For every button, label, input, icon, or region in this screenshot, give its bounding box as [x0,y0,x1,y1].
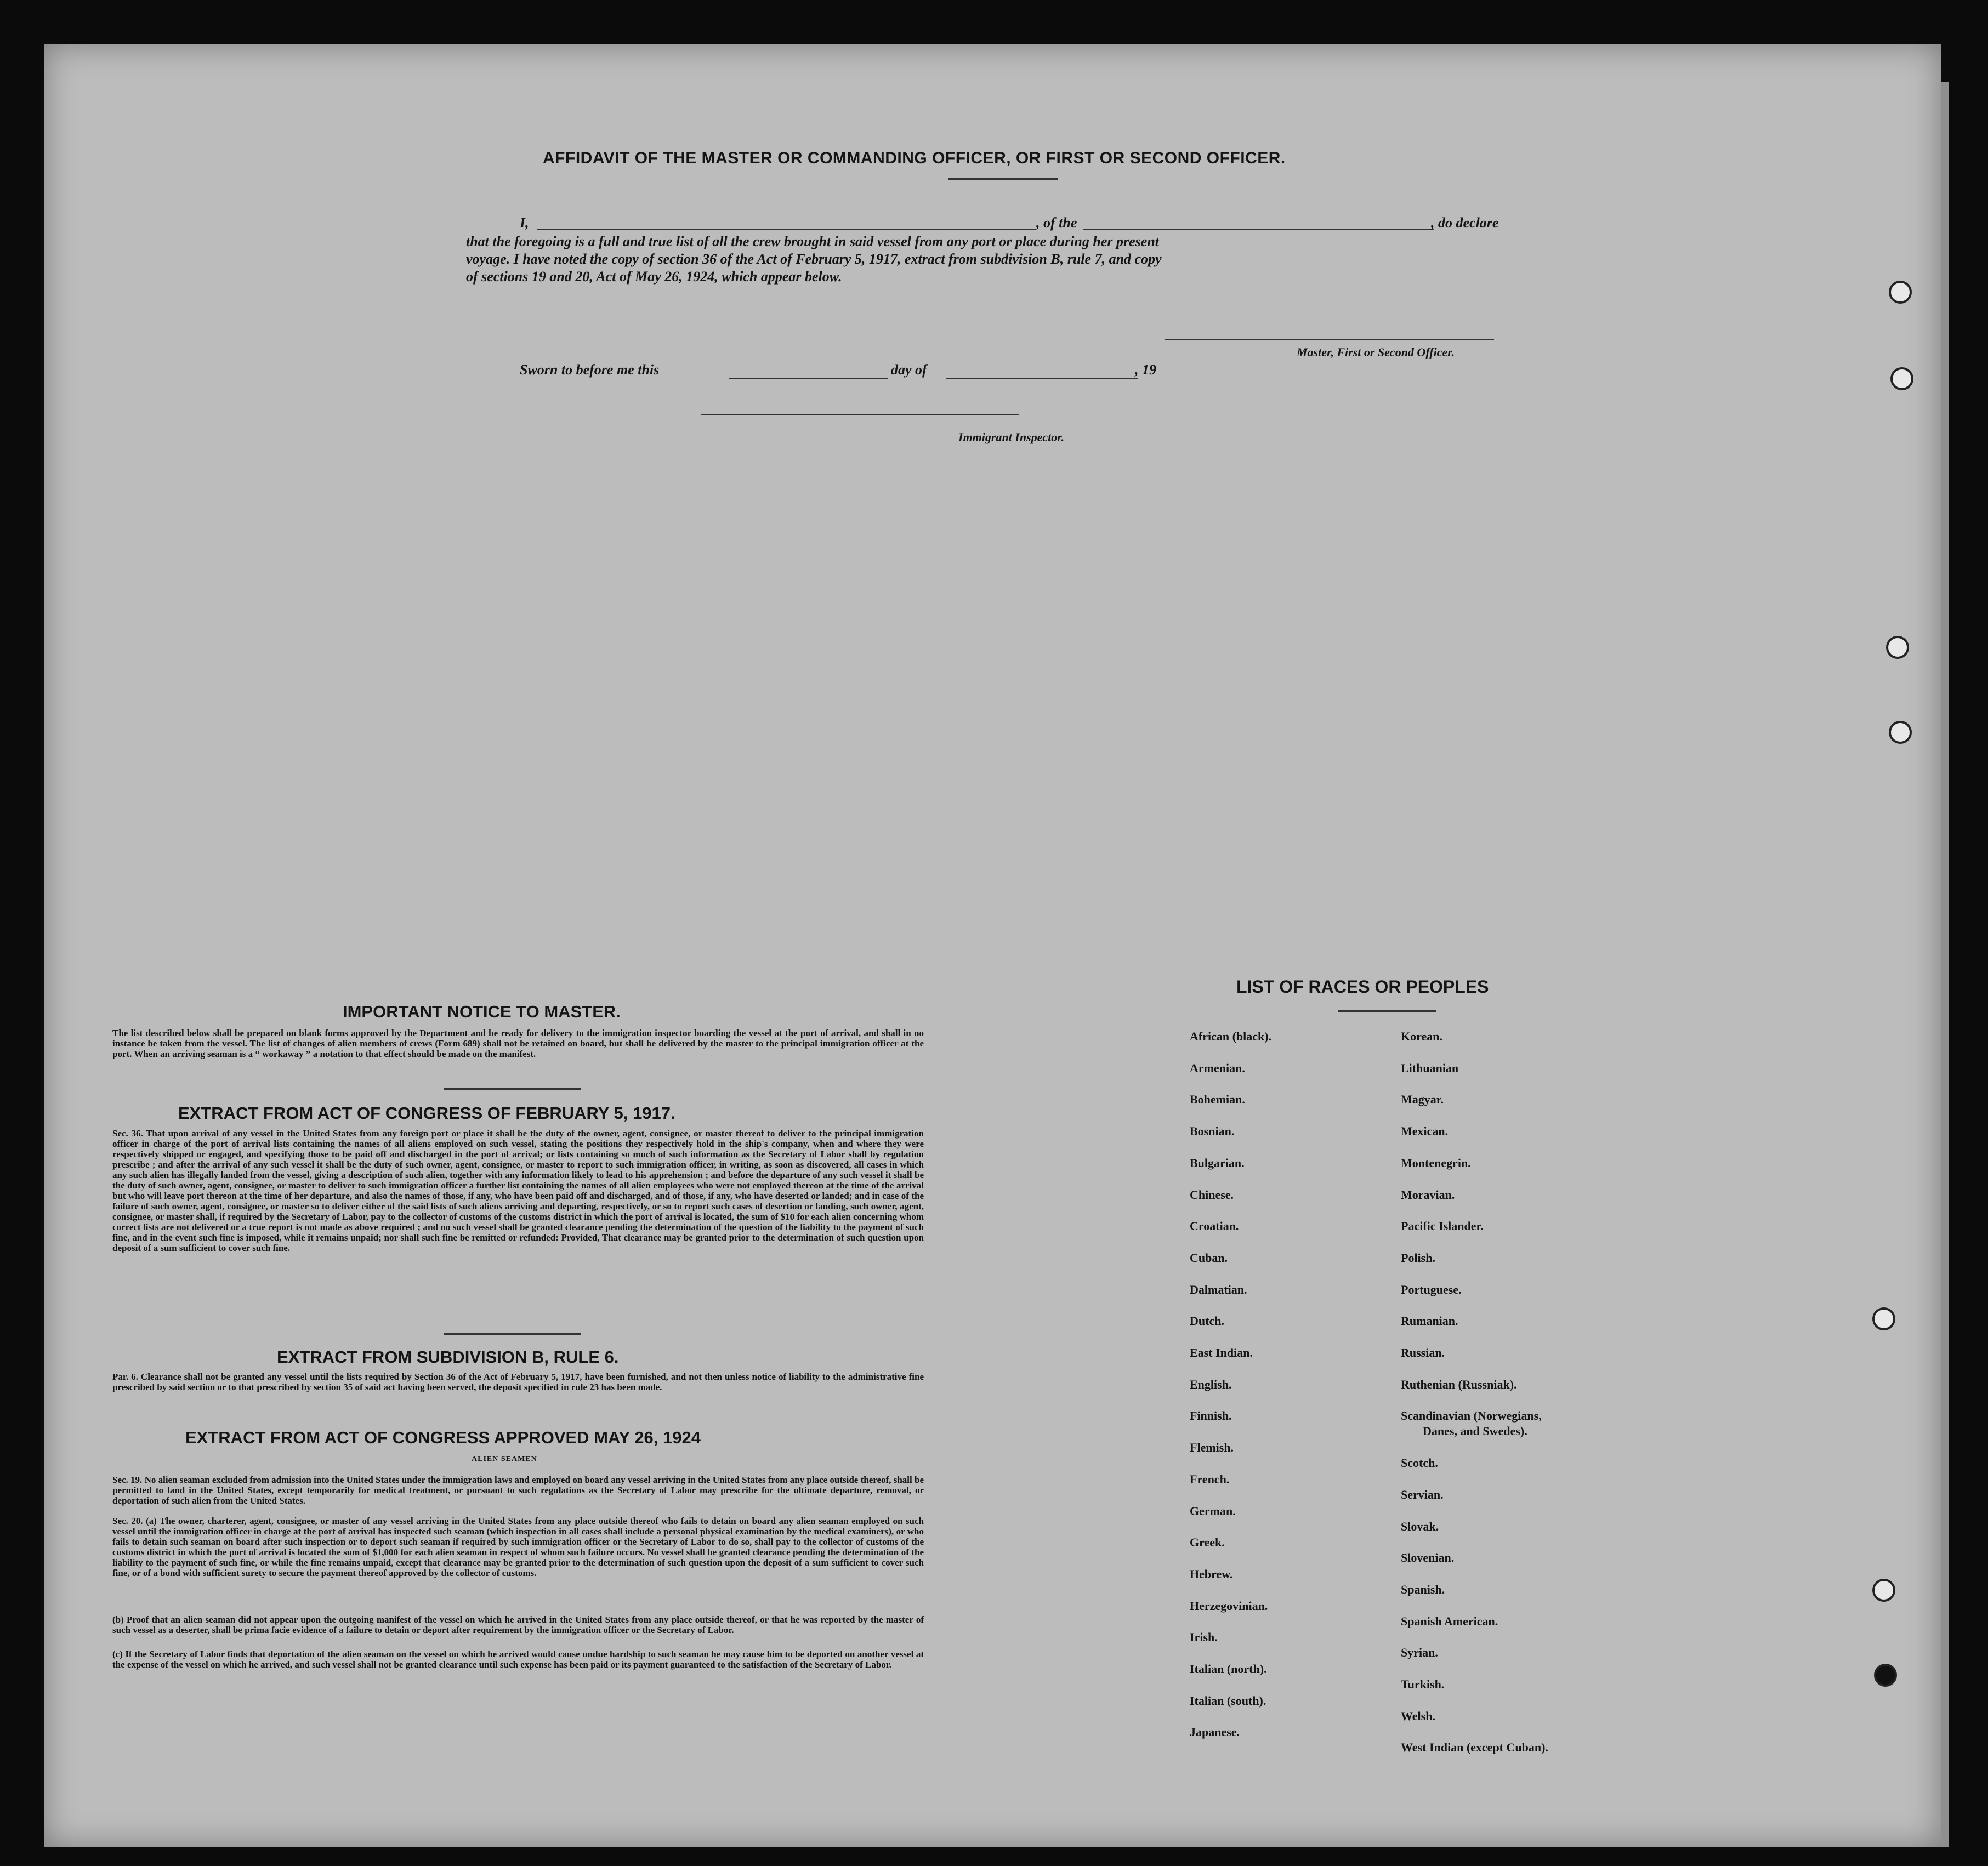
inspector-signature-line [701,414,1019,415]
binder-hole [1886,636,1909,659]
race-item: Polish. [1401,1250,1435,1265]
affidavit-body-line: that the foregoing is a full and true list of all the crew brought in said vessel from any port or place during her present [466,234,1160,249]
race-item: Spanish. [1401,1582,1445,1596]
extract-1917-text: Sec. 36. That upon arrival of any vessel in the United States from any foreign port or place it shall be the duty of the owner, agent, consignee, or master thereof to deliver to the principal immigration officer in charge of the port of arrival lists containing the names of all aliens employed on such vessel, stating the positions they respectively hold in the ship's company, when and where they were respectively shipped or engaged, and specifying those to be paid off and discharged in the port of arrival; or lists containing so much of such information as the Secretary of Labor shall by regulation prescribe ; and after the arrival of any such vessel it shall be the duty of such owner, agent, consignee, or master to report to such immigration officer, in writing, as soon as discovered, all cases in which any such alien has illegally landed from the vessel, giving a description of such alien, together with any information likely to lead to his apprehension ; and before the departure of any such vessel it shall be the duty of such owner, agent, consignee, or master to deliver to such immigration officer a further list containing the names of all alien employees who were not employed thereon at the time of the arrival but who will leave port thereon at the time of her departure, and also the names of those, if any, who have been paid off and discharged, and of those, if any, who have deserted or landed; and in case of the failure of such owner, agent, consignee, or master so to deliver either of the said lists of such aliens arriving and departing, respectively, or so to report such cases of desertion or landing, such owner, agent, consignee, or master shall, if required by the Secretary of Labor, pay to the collector of customs of the customs district in which the port of arrival is located, the sum of $10 for each alien concerning whom correct lists are not delivered or a true report is not made as above required ; and no such vessel shall be granted clearance pending the determination of the question of the liability to the payment of such fine, and in the event such fine is imposed, while it remains unpaid; nor shall such fine be remitted or refunded: Provided, That clearance may be granted prior to the determination of such question upon deposit of a sum sufficient to cover such fine. [112,1128,924,1253]
race-item: Finnish. [1190,1409,1232,1423]
signer-caption: Master, First or Second Officer. [1297,345,1455,359]
race-item: Armenian. [1190,1061,1245,1075]
binder-hole [1890,367,1913,390]
race-item: Chinese. [1190,1187,1234,1202]
notice-divider [444,1088,581,1090]
race-item: Syrian. [1401,1646,1438,1660]
extract-1917-title: EXTRACT FROM ACT OF CONGRESS OF FEBRUARY 5, 1917. [178,1103,675,1123]
subdivision-b-title: EXTRACT FROM SUBDIVISION B, RULE 6. [277,1347,619,1367]
sec-20a-text: Sec. 20. (a) The owner, charterer, agent, consignee, or master of any vessel arriving in the United States from any place outside thereof who fails to detain on board any alien seaman employed on such vessel until the immigration officer in charge at the port of arrival has inspected such seaman (which inspection in all cases shall include a personal physical examination by the medical examiners), or who fails to detain such seaman on board after such inspection or to deport such seaman if required by such immigration officer or the Secretary of Labor to do so, shall pay to the collector of customs of the customs district in which the port of arrival is located the sum of $1,000 for each alien seaman in respect of whom such failure occurs. No vessel shall be granted clearance pending the determination of the liability to the payment of such fine, or while the fine remains unpaid, except that clearance may be granted prior to the determination of such question upon the deposit of a sum sufficient to cover such fine, or of a bond with sufficient surety to secure the payment thereof approved by the collector of customs. [112,1516,924,1578]
race-item: Mexican. [1401,1124,1449,1139]
race-item: Italian (south). [1190,1693,1266,1708]
affidavit-title: AFFIDAVIT OF THE MASTER OR COMMANDING OFFICER, OR FIRST OR SECOND OFFICER. [543,149,1286,167]
affidavit-of-the: , of the [1036,215,1077,231]
race-item: Korean. [1401,1029,1442,1043]
race-item: Herzegovinian. [1190,1598,1268,1613]
race-item: Portuguese. [1401,1282,1462,1296]
race-item: Slovenian. [1401,1551,1455,1565]
race-item: Hebrew. [1190,1567,1233,1581]
race-item: Welsh. [1401,1709,1435,1723]
race-item: Italian (north). [1190,1662,1267,1676]
race-item: Bohemian. [1190,1093,1245,1107]
sworn-month-line [946,378,1138,379]
race-item: Rumanian. [1401,1314,1458,1328]
race-item: Greek. [1190,1535,1225,1550]
race-item: Slovak. [1401,1519,1439,1533]
sworn-prefix: Sworn to before me this [520,362,660,378]
race-item: African (black). [1190,1029,1272,1043]
binder-hole [1874,1664,1897,1687]
inspector-caption: Immigrant Inspector. [958,430,1065,444]
race-item: Moravian. [1401,1187,1455,1202]
extract-1924-title: EXTRACT FROM ACT OF CONGRESS APPROVED MAY 26, 1924 [185,1428,701,1447]
race-item: Turkish. [1401,1677,1445,1691]
notice-title: IMPORTANT NOTICE TO MASTER. [343,1002,621,1021]
race-item: Bosnian. [1190,1124,1235,1139]
affidavit-body-line: of sections 19 and 20, Act of May 26, 1924, which appear below. [466,269,842,285]
binder-hole [1872,1307,1895,1330]
sec-20c-text: (c) If the Secretary of Labor finds that deportation of the alien seaman on the vessel on which he arrived would cause undue hardship to such seaman he may cause him to be deported on another vessel at the expense of the vessel on which he arrived, and such vessel shall not be granted clearance until such expense has been paid or its payment guaranteed to the satisfaction of the Secretary of Labor. [112,1649,924,1670]
race-item: Scandinavian (Norwegians, [1401,1409,1542,1423]
race-item: English. [1190,1377,1232,1391]
race-item: Pacific Islander. [1401,1219,1484,1233]
race-item: Irish. [1190,1630,1218,1645]
races-title: LIST OF RACES OR PEOPLES [1236,977,1489,997]
sec-19-text: Sec. 19. No alien seaman excluded from admission into the United States under the immigration laws and employed on board any vessel arriving in the United States from any place outside thereof, shall be permitted to land in the United States, except temporarily for medical treatment, or pursuant to such regulations as the Secretary of Labor may prescribe for the ultimate departure, removal, or deportation of such alien from the United States. [112,1475,924,1506]
year-prefix: , 19 [1135,362,1156,378]
race-item: Servian. [1401,1487,1444,1501]
race-item: Dutch. [1190,1314,1224,1328]
race-item: French. [1190,1472,1230,1486]
races-divider [1338,1010,1436,1012]
sec-20b-text: (b) Proof that an alien seaman did not appear upon the outgoing manifest of the vessel on which he arrived in the United States from any place outside thereof, or that he was reported by the master of such vessel as a deserter, shall be prima facie evidence of a failure to detain or deport after requirement by the immigration officer or the Secretary of Labor. [112,1614,924,1635]
race-item: German. [1190,1504,1236,1518]
race-item: Croatian. [1190,1219,1239,1233]
race-item: Montenegrin. [1401,1156,1471,1170]
race-item: Japanese. [1190,1725,1240,1739]
notice-text: The list described below shall be prepared on blank forms approved by the Department and be ready for delivery to the immigration inspector boarding the vessel at the port of arrival, and shall in no instance be taken from the vessel. The list of changes of alien members of crews (Form 689) shall not be retained on board, but shall be delivered by the master to the principal immigration officer at the port. When an arriving seaman is a “ workaway ” a notation to that effect should be made on the manifest. [112,1028,924,1059]
sworn-day-line [729,378,888,379]
race-item: West Indian (except Cuban). [1401,1740,1548,1755]
page-edge [1941,82,1949,1847]
title-divider [948,178,1058,180]
signature-line [1165,339,1494,340]
race-item: Lithuanian [1401,1061,1459,1075]
race-item: East Indian. [1190,1346,1253,1359]
binder-hole [1872,1579,1895,1602]
binder-hole [1889,721,1912,744]
race-item: Russian. [1401,1346,1445,1359]
affidavit-body-line: voyage. I have noted the copy of section 36 of the Act of February 5, 1917, extract from subdivision B, rule 7, and copy [466,251,1162,267]
race-item: Flemish. [1190,1441,1234,1455]
race-item: Danes, and Swedes). [1423,1424,1527,1438]
race-item: Spanish American. [1401,1614,1498,1628]
race-item: Bulgarian. [1190,1156,1245,1170]
race-item: Magyar. [1401,1093,1444,1107]
master-name-line [537,229,1036,230]
race-item: Ruthenian (Russniak). [1401,1377,1517,1391]
affidavit-do-declare: , do declare [1431,215,1499,231]
affidavit-prefix-i: I, [520,215,529,231]
race-item: Dalmatian. [1190,1282,1247,1296]
day-of-label: day of [891,362,927,378]
affidavit-body [466,233,1535,286]
race-item: Cuban. [1190,1250,1228,1265]
vessel-name-line [1083,229,1434,230]
extract-1917-divider [444,1333,581,1335]
binder-hole [1889,281,1912,304]
race-item: Scotch. [1401,1456,1438,1470]
subdivision-b-text: Par. 6. Clearance shall not be granted any vessel until the lists required by Section 36 of the Act of February 5, 1917, have been furnished, and not then unless notice of liability to the administrative fine prescribed by said section or to that prescribed by section 35 of said act having been served, the deposit specified in rule 23 has been made. [112,1372,924,1392]
alien-seamen-subtitle: ALIEN SEAMEN [472,1455,537,1463]
